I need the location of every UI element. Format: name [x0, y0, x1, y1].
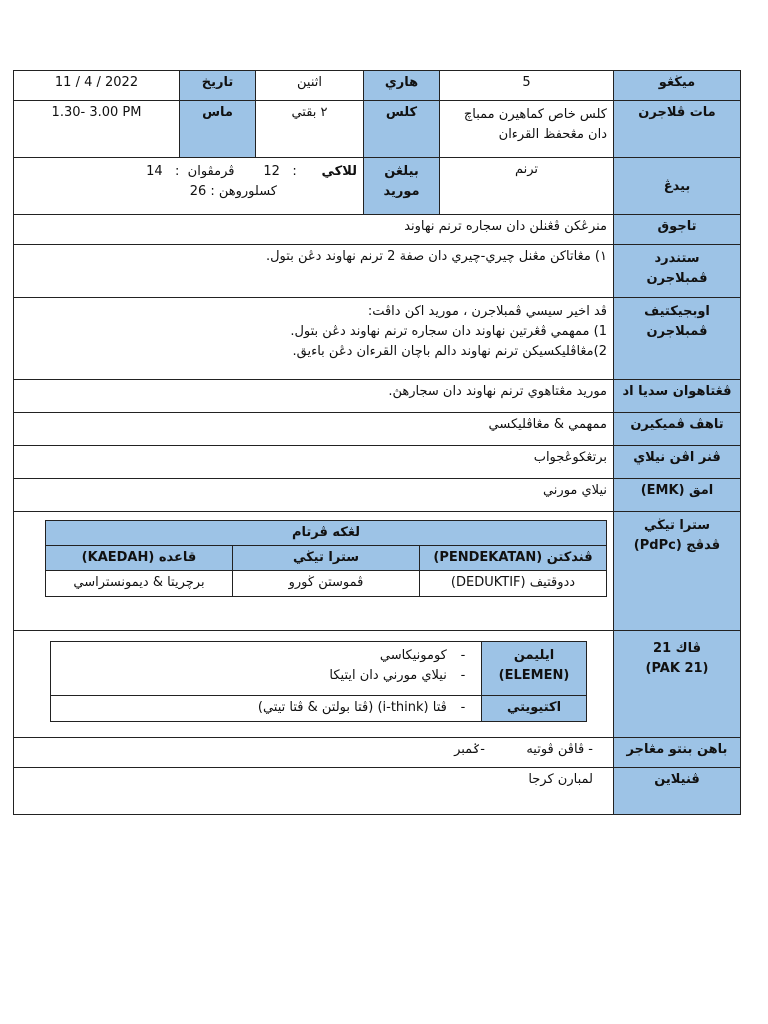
objective-intro: ڤد اخير سيسي ڤمبلاجرن ، موريد اكن داڤت: — [367, 304, 607, 319]
strategy-label-line2: ڤدڤج (PdPc) — [633, 538, 721, 553]
day-label: هاري — [364, 71, 440, 101]
pak21-a1-text: ڤتا (i-think) (ڤتا بولتن & ڤتا تيتي) — [257, 700, 447, 715]
evaluation-label: ڤنيلاين — [614, 768, 741, 815]
standard-label-line2: ڤمبلاجرن — [646, 271, 708, 286]
pak21-label — [614, 631, 741, 738]
row-title — [14, 215, 741, 245]
class-value: ٢ بقتي — [256, 101, 364, 158]
row-pak21 — [14, 631, 741, 738]
row-standard — [14, 245, 741, 298]
dash: - — [460, 668, 466, 683]
strategy-col-strategy: سترا تيڬي — [233, 546, 420, 571]
pak21-element-label — [482, 642, 587, 696]
strategy-label-line1: سترا تيڬي — [643, 518, 711, 533]
pak21-cell — [14, 631, 614, 738]
time-value: 1.30- 3.00 PM — [14, 101, 180, 158]
pak21-label-line2: (PAK 21) — [645, 661, 709, 676]
row-evaluation — [14, 768, 741, 815]
pak21-table — [50, 641, 587, 722]
field-value: ترنم — [440, 158, 614, 215]
row-assessment — [14, 446, 741, 479]
standard-label — [614, 245, 741, 298]
subject-value: 5 — [440, 71, 614, 101]
materials-label: باهن بنتو مڠاجر — [614, 738, 741, 768]
strategy-col-method: قاعده (KAEDAH) — [46, 546, 233, 571]
strategy-label — [614, 512, 741, 631]
strategy-header: لڠكه ڤرتام — [46, 521, 607, 546]
assessment-label: ڤنر اڤن نيلاي — [614, 446, 741, 479]
row-subject — [14, 71, 741, 101]
subject-label: ميڬڠو — [614, 71, 741, 101]
pak21-element-values — [51, 642, 482, 696]
pak21-element-ar: ايليمن — [513, 648, 555, 663]
strategy-table — [45, 520, 607, 597]
students-value — [14, 158, 364, 215]
lesson-plan-table — [13, 70, 741, 815]
lesson-plan — [13, 70, 740, 815]
pak21-label-line1: ڤاك 21 — [653, 641, 701, 656]
students-label — [364, 158, 440, 215]
emk-label: امق (EMK) — [614, 479, 741, 512]
row-strategy — [14, 512, 741, 631]
subject-name-value — [440, 101, 614, 158]
thinking-value: ممهمي & مڠاڤليكسي — [14, 413, 614, 446]
row-objective — [14, 298, 741, 380]
dash: - — [460, 648, 466, 663]
time-label: ماس — [180, 101, 256, 158]
male-count: 12 — [263, 164, 280, 179]
row-thinking — [14, 413, 741, 446]
date-label: تاريخ — [180, 71, 256, 101]
strategy-val-method: برچريتا & ديمونستراسي — [46, 571, 233, 597]
female-count: 14 — [146, 164, 163, 179]
strategy-cell — [14, 512, 614, 631]
objective-value — [14, 298, 614, 380]
standard-label-line1: ستندرد — [654, 251, 700, 266]
students-label-line2: موريد — [383, 184, 420, 199]
strategy-col-approach: ڤندكتن (PENDEKATAN) — [420, 546, 607, 571]
thinking-label: تاهڤ ڤميكيرن — [614, 413, 741, 446]
prior-knowledge-value: موريد مڠتاهوي ترنم نهاوند دان سجارهڽ. — [14, 380, 614, 413]
subject-name-line2: دان مڠحفظ القرءان — [498, 127, 607, 142]
title-label: تاجوق — [614, 215, 741, 245]
row-emk — [14, 479, 741, 512]
pak21-e2-text: نيلاي مورني دان ايتيكا — [329, 668, 447, 683]
title-value: منرڠكن ڤڠنلن دان سجاره ترنم نهاوند — [14, 215, 614, 245]
assessment-value: برتڠكوڠجواب — [14, 446, 614, 479]
materials-item2: -ݢمبر — [454, 742, 485, 757]
pak21-e1 — [57, 646, 475, 666]
strategy-val-approach: ددوقتيف (DEDUKTIF) — [420, 571, 607, 597]
evaluation-value: لمبارن كرجا — [14, 768, 614, 815]
pak21-e1-text: كومونيكاسي — [379, 648, 447, 663]
dash: - — [460, 700, 466, 715]
materials-item1: - ڤاڤن ڤوتيه — [526, 742, 593, 757]
day-value: اثنين — [256, 71, 364, 101]
male-label: للاكي — [321, 164, 357, 179]
objective-item1: 1) ممهمي ڤڠرتين نهاوند دان سجاره ترنم نهاوند دڠن بتول. — [290, 324, 607, 339]
row-prior-knowledge — [14, 380, 741, 413]
students-gender-line: للاكي : 12 ڤرمڤوان : 14 — [146, 164, 357, 179]
row-subject-name — [14, 101, 741, 158]
objective-label-line2: ڤمبلاجرن — [646, 324, 708, 339]
row-field — [14, 158, 741, 215]
class-label: كلس — [364, 101, 440, 158]
subject-name-label: مات ڤلاجرن — [614, 101, 741, 158]
prior-knowledge-label: ڤڠتاهوان سديا اد — [614, 380, 741, 413]
row-materials — [14, 738, 741, 768]
strategy-val-strategy: ڤموستن ڬورو — [233, 571, 420, 597]
students-label-line1: بيلڠن — [384, 164, 419, 179]
emk-value: نيلاي مورني — [14, 479, 614, 512]
objective-label-line1: اوبجيكتيف — [644, 304, 710, 319]
pak21-activity-value — [51, 696, 482, 722]
female-label: ڤرمڤوان — [187, 164, 235, 179]
subject-name-line1: كلس خاص كماهيرن ممباچ — [463, 107, 607, 122]
standard-value: ١) مڠاتاكن مڠنل چيري-چيري دان صفة 2 ترنم نهاوند دڠن بتول. — [14, 245, 614, 298]
date-value: 11 / 4 / 2022 — [14, 71, 180, 101]
materials-value — [14, 738, 614, 768]
pak21-element-en: (ELEMEN) — [498, 668, 570, 683]
pak21-e2 — [57, 666, 475, 686]
students-total: كسلوروهن : 26 — [189, 184, 277, 199]
pak21-activity-label: اكتيويتي — [482, 696, 587, 722]
objective-label — [614, 298, 741, 380]
objective-item2: 2)مڠاڤليكسيكن ترنم نهاوند دالم باچان القرءان دڠن باءيق. — [292, 344, 607, 359]
field-label: بيدڠ — [614, 158, 741, 215]
